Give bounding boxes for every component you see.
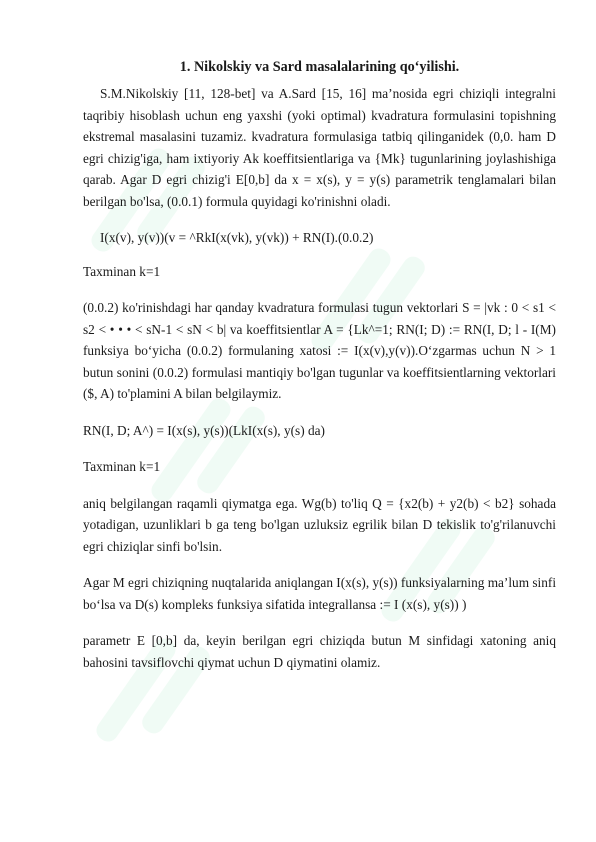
formula-note: Taxminan k=1: [83, 263, 161, 279]
section-title: 1. Nikolskiy va Sard masalalarining qo‘yilishi.: [179, 59, 460, 75]
formula: RN(I, D; A^) = I(x(s), y(s))(LkI(x(s), y(s) da): [83, 422, 325, 438]
document-body: [83, 58, 556, 673]
formula-note: Taxminan k=1: [83, 459, 161, 474]
paragraph: parametr E [0,b] da, keyin berilgan egri chiziqda butun M sinfidagi xatoning aniq bahosini tavsiflovchi qiymat uchun D qiymatini olamiz.: [83, 633, 556, 670]
formula: I(x(v), y(v))(v = ^RkI(x(vk), y(vk)) + RN(I).(0.0.2): [100, 230, 374, 245]
paragraph: S.M.Nikolskiy [11, 128-bet] va A.Sard [15, 16] ma’nosida egri chiziqli integralni taqribiy hisoblash uchun eng yaxshi (yoki optimal) kvadratura formulasini topishning ekstremal masalasini tuzamiz. kvadratura formulasiga tatbiq qilinganidek (0,0. ham D egri chizig'iga, ham ixtiyoriy Ak koeffitsientlariga va {Mk} tugunlarining joylashishiga qarab. Agar D egri chizig'i E[0,b] da x = x(s), y = y(s) parametrik tenglamalari bilan berilgan bo'lsa, (0.0.1) formula quyidagi ko'rinishni oladi.: [83, 86, 556, 209]
paragraph: Agar M egri chiziqning nuqtalarida aniqlangan I(x(s), y(s)) funksiyalarning ma’lum sinfi bo‘lsa va D(s) kompleks funksiya sifatida integrallansa := I (x(s), y(s)) ): [83, 575, 557, 612]
paragraph: aniq belgilangan raqamli qiymatga ega. Wg(b) to'liq Q = {x2(b) + y2(b) < b2} sohada yotadigan, uzunliklari b ga teng bo'lgan uzluksiz egrilik bilan D tekislik to'g'rilanuvchi egri chiziqlar sinfi bo'lsin.: [83, 495, 556, 554]
paragraph: (0.0.2) ko'rinishdagi har qanday kvadratura formulasi tugun vektorlari S = |vk : 0 < s1 < s2 < • • • < sN-1 < sN < b| va koeffitsientlar A = {Lk^=1; RN(I; D) := RN(I, D; l - I(M) funksiya bo‘yicha (0.0.2) formulaning xatosi := I(x(v),y(v)).O‘zgarmas uchun N > 1 butun sonini (0.0.2) formulasi mantiqiy bo'lgan tugunlar va koeffitsientlarning vektorlari ($, A) to'plamini A bilan belgilaymiz.: [83, 300, 556, 401]
